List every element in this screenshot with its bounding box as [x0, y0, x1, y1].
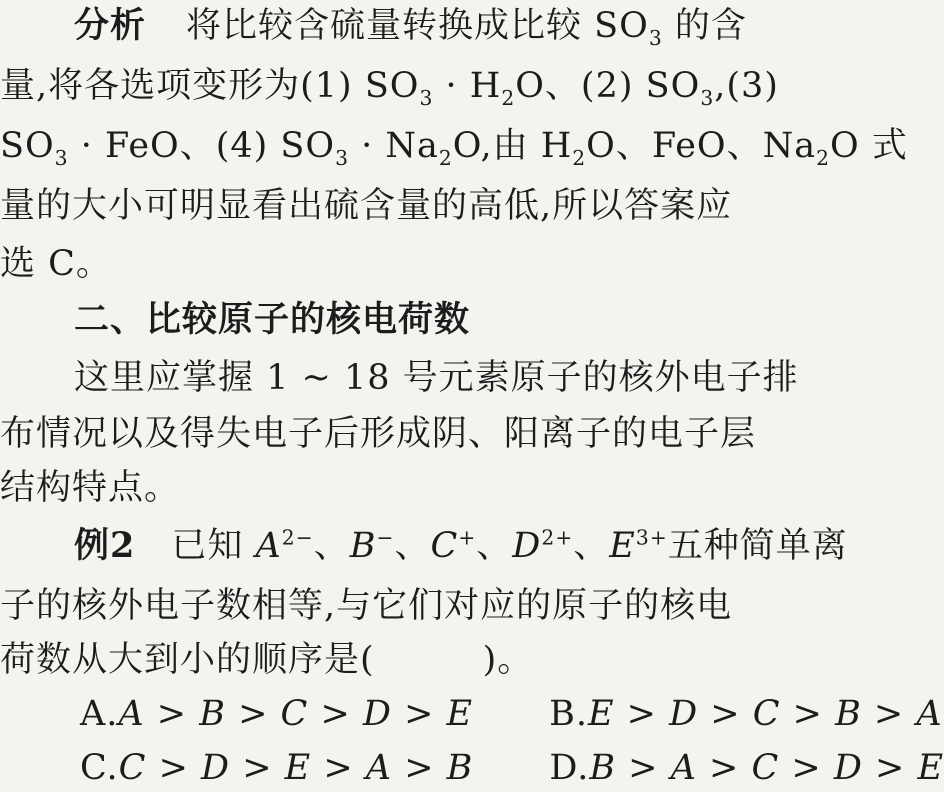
- example-line-1: 例2 已知 $A^{2-}$、B−、C+、$D^{2+}$、$E^{3+}$五种简单离: [74, 525, 848, 566]
- section-heading: 二、比较原子的核电荷数: [74, 299, 471, 340]
- option-a: A.A > B > C > D > E: [80, 694, 474, 734]
- analysis-line-5: 选 C。: [0, 244, 112, 284]
- analysis-line-4: 量的大小可明显看出硫含量的高低,所以答案应: [0, 186, 733, 226]
- analysis-label: 分析: [74, 5, 147, 46]
- example-label: 例2: [74, 525, 136, 566]
- analysis-line-2: 量,将各选项变形为(1) $SO_3 \cdot H_2O$、(2) $SO_3,(3)$: [0, 66, 779, 110]
- option-c: C.C > D > E > A > B: [80, 748, 474, 788]
- options-row-2: [0, 744, 944, 792]
- analysis-line-3: $SO_3$ · FeO、(4) $SO_3 \cdot Na_2O$,由 $H_2O$、FeO、$Na_2O$ 式: [0, 126, 908, 170]
- option-b: B.E > D > C > B > A: [549, 694, 943, 734]
- section-paragraph-line-2: 布情况以及得失电子后形成阴、阳离子的电子层: [0, 414, 757, 454]
- example-line-3: 荷数从大到小的顺序是( )。: [0, 640, 534, 680]
- example-line-2: 子的核外电子数相等,与它们对应的原子的核电: [0, 586, 733, 626]
- section-paragraph-line-3: 结构特点。: [0, 468, 181, 508]
- options-row-1: [0, 690, 943, 738]
- section-paragraph-line-1: 这里应掌握 1 ~ 18 号元素原子的核外电子排: [74, 358, 799, 398]
- option-d: D.B > A > C > D > E: [549, 748, 944, 788]
- analysis-line-1: 分析 将比较含硫量转换成比较 $SO_3$ 的含: [74, 5, 747, 50]
